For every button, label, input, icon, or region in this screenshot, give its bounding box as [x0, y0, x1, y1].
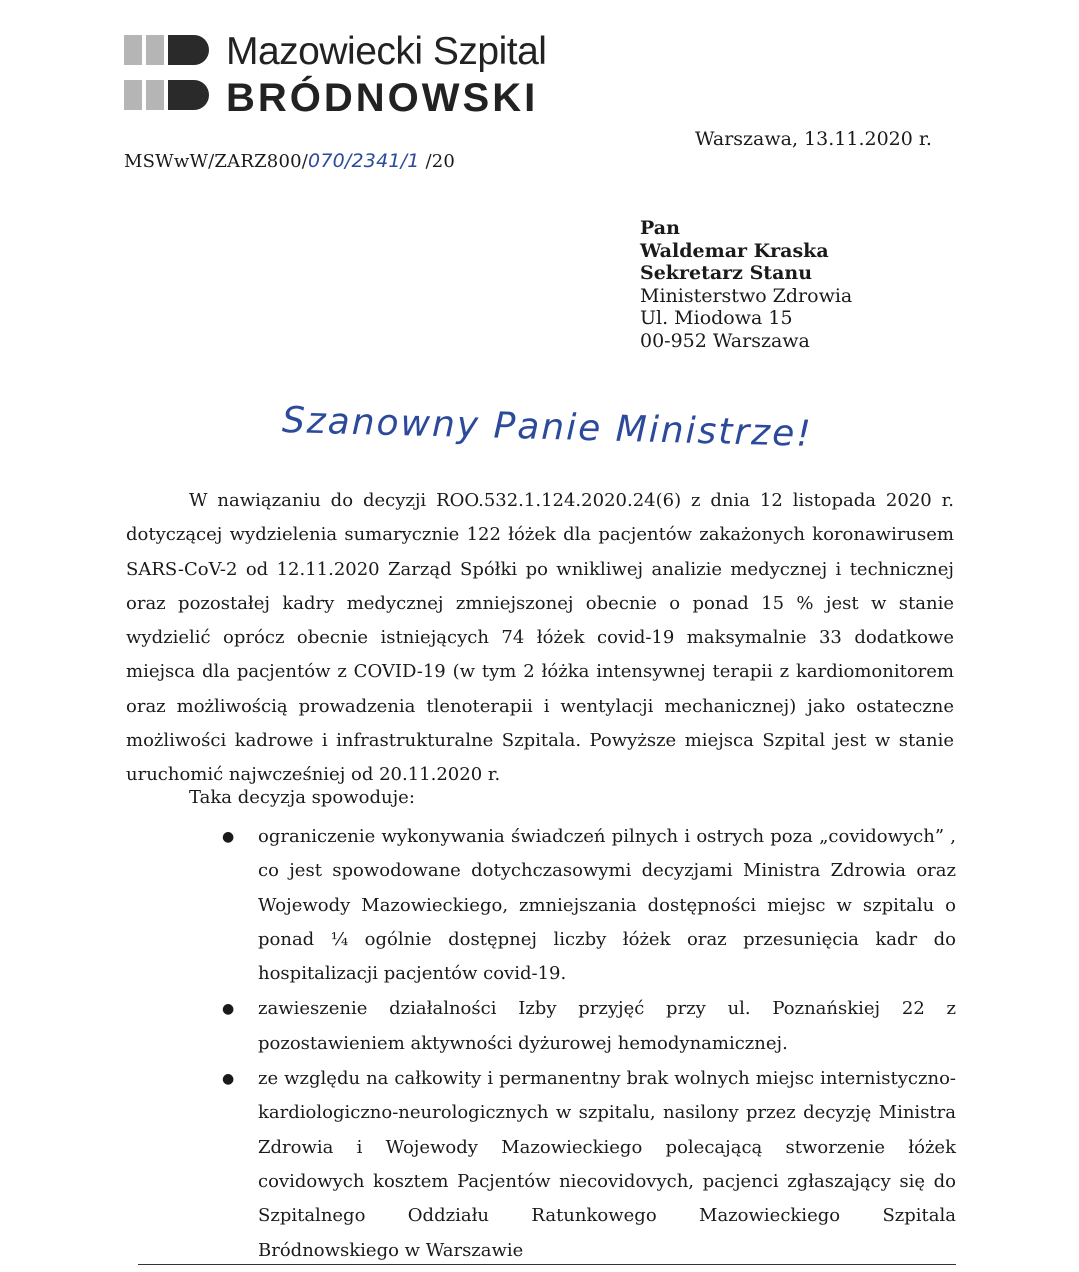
list-item	[222, 1062, 956, 1268]
logo-name-line1: Mazowiecki Szpital	[226, 30, 547, 73]
reference-prefix: MSWwW/ZARZ800/	[124, 151, 309, 172]
consequences-list	[222, 820, 956, 1269]
addressee-institution: Ministerstwo Zdrowia	[640, 284, 853, 307]
logo-d-icon	[168, 35, 212, 65]
reference-handwritten: 070/2341/1	[308, 150, 420, 172]
handwritten-greeting: Szanowny Panie Ministrze!	[281, 400, 814, 455]
addressee-name: Waldemar Kraska	[640, 239, 829, 262]
main-paragraph-text: W nawiązaniu do decyzji ROO.532.1.124.2020.24(6) z dnia 12 listopada 2020 r. dotyczącej wydzielenia sumarycznie 122 łóżek dla pacjentów zakażonych koronawirusem SARS-CoV-2 od 12.11.2020 Zarząd Spółki po wnikliwej analizie medycznej i technicznej oraz pozostałej kadry medycznej zmniejszonej obecnie o ponad 15 % jest w stanie wydzielić oprócz obecnie istniejących 74 łóżek covid-19 maksymalnie 33 dodatkowe miejsca dla pacjentów z COVID-19 (w tym 2 łóżka intensywnej terapii z kardiomonitorem oraz możliwością prowadzenia tlenoterapii i wentylacji mechanicznej) jako ostateczne możliwości kadrowe i infrastrukturalne Szpitala. Powyższe miejsca Szpital jest w stanie uruchomić najwcześniej od 20.11.2020 r.	[126, 490, 954, 786]
bullet-icon: ●	[222, 829, 235, 845]
addressee-city: 00-952 Warszawa	[640, 329, 810, 352]
logo-square-icon	[146, 35, 164, 65]
reference-number	[124, 150, 455, 172]
list-item	[222, 992, 956, 1061]
list-item	[222, 820, 956, 991]
footer-divider	[138, 1264, 956, 1265]
bullet-icon: ●	[222, 1071, 235, 1088]
logo-square-icon	[124, 80, 142, 110]
bullet-icon: ●	[222, 1001, 235, 1018]
logo-square-icon	[124, 35, 142, 65]
list-item-text: ograniczenie wykonywania świadczeń pilnych i ostrych poza „covidowych” , co jest spowodowane dotychczasowymi decyzjami Ministra Zdrowia oraz Wojewody Mazowieckiego, zmniejszania dostępności miejsc w szpitalu o ponad ¼ ogólnie dostępnej liczby łóżek oraz przesunięcia kadr do hospitalizacji pacjentów covid-19.	[258, 826, 956, 985]
main-paragraph	[126, 484, 954, 793]
list-item-text: zawieszenie działalności Izby przyjęć przy ul. Poznańskiej 22 z pozostawieniem aktywności dyżurowej hemodynamicznej.	[258, 998, 956, 1054]
addressee-salutation: Pan	[640, 217, 680, 239]
addressee-street: Ul. Miodowa 15	[640, 307, 793, 330]
logo-mark-bottom	[124, 80, 214, 110]
logo-mark-top	[124, 35, 214, 65]
addressee-block	[640, 217, 852, 353]
consequences-lead: Taka decyzja spowoduje:	[189, 787, 415, 808]
logo-square-icon	[146, 80, 164, 110]
logo-name-line2: BRÓDNOWSKI	[226, 76, 539, 120]
reference-suffix: /20	[419, 151, 456, 172]
letter-date: Warszawa, 13.11.2020 r.	[695, 128, 932, 150]
logo-d-icon	[168, 80, 212, 110]
addressee-title: Sekretarz Stanu	[640, 262, 813, 285]
list-item-text: ze względu na całkowity i permanentny brak wolnych miejsc internistyczno-kardiologiczno-neurologicznych w szpitalu, nasilony przez decyzję Ministra Zdrowia i Wojewody Mazowieckiego polecającą stworzenie łóżek covidowych kosztem Pacjentów niecovidovych, pacjenci zgłaszający się do Szpitalnego Oddziału Ratunkowego Mazowieckiego Szpitala Bródnowskiego w Warszawie	[258, 1068, 956, 1261]
